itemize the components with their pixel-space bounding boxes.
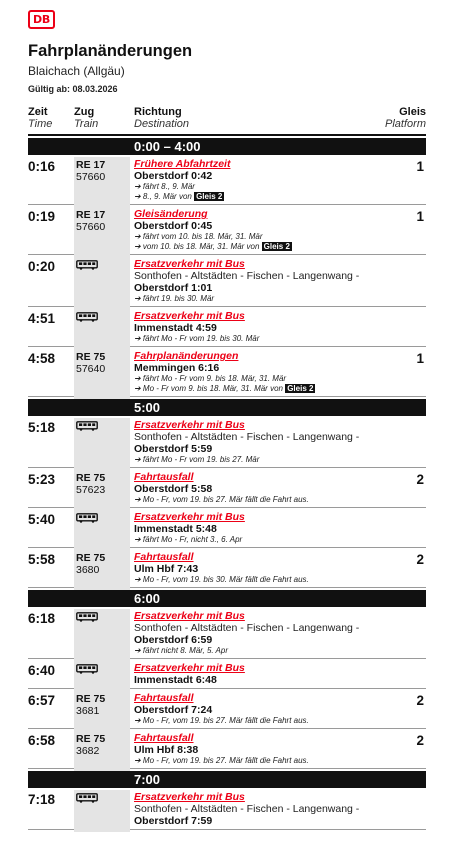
destination: Oberstdorf 5:59 <box>134 443 213 455</box>
note-text: ➔ Mo - Fr, vom 19. bis 27. Mär fällt die Fahrt aus. <box>134 495 309 504</box>
row-content <box>134 731 426 766</box>
db-logo: DB <box>28 10 55 29</box>
platform-number: 1 <box>416 351 424 366</box>
bus-icon <box>76 793 98 803</box>
bus-icon <box>76 312 98 322</box>
change-notice: Fahrtausfall <box>134 471 194 483</box>
destination: Immenstadt 5:48 <box>134 523 217 535</box>
platform-number: 1 <box>416 159 424 174</box>
platform-number: 2 <box>416 693 424 708</box>
hour-header <box>28 590 426 607</box>
service-note <box>134 192 390 202</box>
row-content <box>134 691 426 726</box>
row-content <box>134 470 426 505</box>
train-info <box>76 472 105 496</box>
service-note <box>134 294 390 304</box>
service-note <box>134 455 390 465</box>
col-time-en: Time <box>28 118 53 130</box>
destination: Oberstdorf 1:01 <box>134 282 213 294</box>
table-row <box>28 609 426 659</box>
table-header <box>28 106 426 136</box>
train-info <box>76 159 105 183</box>
row-content <box>134 550 426 585</box>
service-note <box>134 646 390 656</box>
departure-time: 0:20 <box>28 259 56 274</box>
note-text: ➔ Mo - Fr, vom 19. bis 27. Mär fällt die Fahrt aus. <box>134 716 309 725</box>
row-content <box>134 157 426 202</box>
departure-time: 6:40 <box>28 663 56 678</box>
col-direction-de: Richtung <box>134 106 182 118</box>
col-platform-en: Platform <box>385 118 426 130</box>
departure-time: 0:19 <box>28 209 56 224</box>
departure-time: 7:18 <box>28 792 56 807</box>
service-note <box>134 384 390 394</box>
departure-time: 5:18 <box>28 420 56 435</box>
table-row <box>28 550 426 588</box>
change-notice: Ersatzverkehr mit Bus <box>134 419 245 431</box>
col-direction-header <box>134 106 189 130</box>
platform-number: 2 <box>416 733 424 748</box>
col-platform-de: Gleis <box>399 106 426 118</box>
service-note <box>134 334 390 344</box>
change-notice: Ersatzverkehr mit Bus <box>134 662 245 674</box>
valid-from: Gültig ab: 08.03.2026 <box>28 84 118 94</box>
train-info <box>76 209 105 233</box>
header-rule <box>28 134 426 136</box>
platform-change-badge: Gleis 2 <box>196 192 223 201</box>
departure-time: 4:58 <box>28 351 56 366</box>
change-notice: Ersatzverkehr mit Bus <box>134 610 245 622</box>
destination: Oberstdorf 7:59 <box>134 815 213 827</box>
col-time-header <box>28 106 52 130</box>
destination: Memmingen 6:16 <box>134 362 220 374</box>
table-row <box>28 157 426 205</box>
table-row <box>28 661 426 689</box>
train-category: RE 75 <box>76 351 106 363</box>
train-number: 3682 <box>76 745 100 757</box>
destination: Ulm Hbf 7:43 <box>134 563 199 575</box>
note-text: ➔ fährt Mo - Fr, nicht 3., 6. Apr <box>134 535 243 544</box>
note-text: ➔ Mo - Fr vom 9. bis 18. Mär, 31. Mär von <box>134 384 283 393</box>
service-note <box>134 242 390 252</box>
col-time-de: Zeit <box>28 106 48 118</box>
train-category: RE 75 <box>76 472 106 484</box>
note-text: ➔ Mo - Fr, vom 19. bis 30. Mär fällt die Fahrt aus. <box>134 575 309 584</box>
destination: Oberstdorf 0:42 <box>134 170 213 182</box>
table-row <box>28 418 426 468</box>
change-notice: Ersatzverkehr mit Bus <box>134 258 245 270</box>
row-content <box>134 609 426 656</box>
departure-time: 6:57 <box>28 693 56 708</box>
bus-icon <box>76 260 98 270</box>
destination: Immenstadt 6:48 <box>134 674 217 686</box>
note-text: ➔ fährt 19. bis 30. Mär <box>134 294 215 303</box>
note-text: ➔ vom 10. bis 18. Mär, 31. Mär von <box>134 242 260 251</box>
train-number: 3680 <box>76 564 100 576</box>
note-text: ➔ fährt vom 10. bis 18. Mär, 31. Mär <box>134 232 263 241</box>
col-train-en: Train <box>74 118 99 130</box>
train-info <box>76 552 105 576</box>
table-row <box>28 349 426 397</box>
train-info <box>76 351 105 375</box>
train-number: 57640 <box>76 363 106 375</box>
destination: Immenstadt 4:59 <box>134 322 217 334</box>
note-text: ➔ fährt nicht 8. Mär, 5. Apr <box>134 646 228 655</box>
change-notice: Fahrplanänderungen <box>134 350 239 362</box>
service-note <box>134 535 390 545</box>
bus-icon <box>76 664 98 674</box>
timetable <box>28 138 426 832</box>
platform-number: 2 <box>416 552 424 567</box>
table-row <box>28 691 426 729</box>
note-text: ➔ fährt Mo - Fr vom 19. bis 27. Mär <box>134 455 260 464</box>
row-content <box>134 790 426 827</box>
hour-label: 7:00 <box>134 772 161 787</box>
service-note <box>134 575 390 585</box>
train-info <box>76 693 105 717</box>
change-notice: Fahrtausfall <box>134 692 194 704</box>
change-notice: Ersatzverkehr mit Bus <box>134 791 245 803</box>
row-content <box>134 510 426 545</box>
change-notice: Fahrtausfall <box>134 551 194 563</box>
destination: Oberstdorf 7:24 <box>134 704 213 716</box>
departure-time: 5:40 <box>28 512 56 527</box>
table-row <box>28 207 426 255</box>
note-text: ➔ fährt Mo - Fr vom 9. bis 18. Mär, 31. Mär <box>134 374 287 383</box>
departure-time: 5:23 <box>28 472 56 487</box>
note-text: ➔ fährt Mo - Fr vom 19. bis 30. Mär <box>134 334 260 343</box>
table-row <box>28 790 426 830</box>
train-number: 57660 <box>76 221 106 233</box>
train-number: 57623 <box>76 484 106 496</box>
hour-header <box>28 771 426 788</box>
bus-icon <box>76 421 98 431</box>
via-stops: Sonthofen - Altstädten - Fischen - Langenwang - <box>134 270 360 282</box>
row-content <box>134 418 426 465</box>
train-category: RE 75 <box>76 733 106 745</box>
table-row <box>28 257 426 307</box>
platform-change-badge: Gleis 2 <box>263 242 290 251</box>
train-info <box>76 733 105 757</box>
col-train-header <box>74 106 98 130</box>
note-text: ➔ fährt 8., 9. Mär <box>134 182 195 191</box>
platform-change-badge: Gleis 2 <box>287 384 314 393</box>
service-note <box>134 495 390 505</box>
via-stops: Sonthofen - Altstädten - Fischen - Langenwang - <box>134 803 360 815</box>
destination: Oberstdorf 5:58 <box>134 483 213 495</box>
train-category: RE 75 <box>76 552 106 564</box>
destination: Ulm Hbf 8:38 <box>134 744 199 756</box>
service-note <box>134 182 390 192</box>
hour-header <box>28 138 426 155</box>
train-category: RE 75 <box>76 693 106 705</box>
via-stops: Sonthofen - Altstädten - Fischen - Langenwang - <box>134 431 360 443</box>
hour-label: 5:00 <box>134 400 161 415</box>
page-title: Fahrplanänderungen <box>28 42 193 60</box>
note-text: ➔ 8., 9. Mär von <box>134 192 192 201</box>
table-row <box>28 470 426 508</box>
service-note <box>134 374 390 384</box>
change-notice: Gleisänderung <box>134 208 208 220</box>
platform-number: 2 <box>416 472 424 487</box>
train-category: RE 17 <box>76 209 106 221</box>
departure-time: 4:51 <box>28 311 56 326</box>
row-content <box>134 349 426 394</box>
table-row <box>28 510 426 548</box>
col-platform-header <box>385 106 426 130</box>
hour-header <box>28 399 426 416</box>
col-train-de: Zug <box>74 106 95 118</box>
service-note <box>134 756 390 766</box>
change-notice: Fahrtausfall <box>134 732 194 744</box>
hour-label: 6:00 <box>134 591 161 606</box>
train-number: 3681 <box>76 705 100 717</box>
change-notice: Ersatzverkehr mit Bus <box>134 310 245 322</box>
train-category: RE 17 <box>76 159 106 171</box>
hour-label: 0:00 – 4:00 <box>134 139 201 154</box>
departure-time: 0:16 <box>28 159 56 174</box>
destination: Oberstdorf 0:45 <box>134 220 213 232</box>
station-name: Blaichach (Allgäu) <box>28 64 125 78</box>
note-text: ➔ Mo - Fr, vom 19. bis 27. Mär fällt die Fahrt aus. <box>134 756 309 765</box>
change-notice: Frühere Abfahrtzeit <box>134 158 231 170</box>
change-notice: Ersatzverkehr mit Bus <box>134 511 245 523</box>
col-direction-en: Destination <box>134 118 190 130</box>
train-number: 57660 <box>76 171 106 183</box>
table-row <box>28 731 426 769</box>
via-stops: Sonthofen - Altstädten - Fischen - Langenwang - <box>134 622 360 634</box>
bus-icon <box>76 513 98 523</box>
destination: Oberstdorf 6:59 <box>134 634 213 646</box>
row-content <box>134 207 426 252</box>
row-content <box>134 309 426 344</box>
platform-number: 1 <box>416 209 424 224</box>
departure-time: 6:58 <box>28 733 56 748</box>
row-content <box>134 661 426 686</box>
departure-time: 6:18 <box>28 611 56 626</box>
row-content <box>134 257 426 304</box>
departure-time: 5:58 <box>28 552 56 567</box>
bus-icon <box>76 612 98 622</box>
table-row <box>28 309 426 347</box>
service-note <box>134 716 390 726</box>
service-note <box>134 232 390 242</box>
